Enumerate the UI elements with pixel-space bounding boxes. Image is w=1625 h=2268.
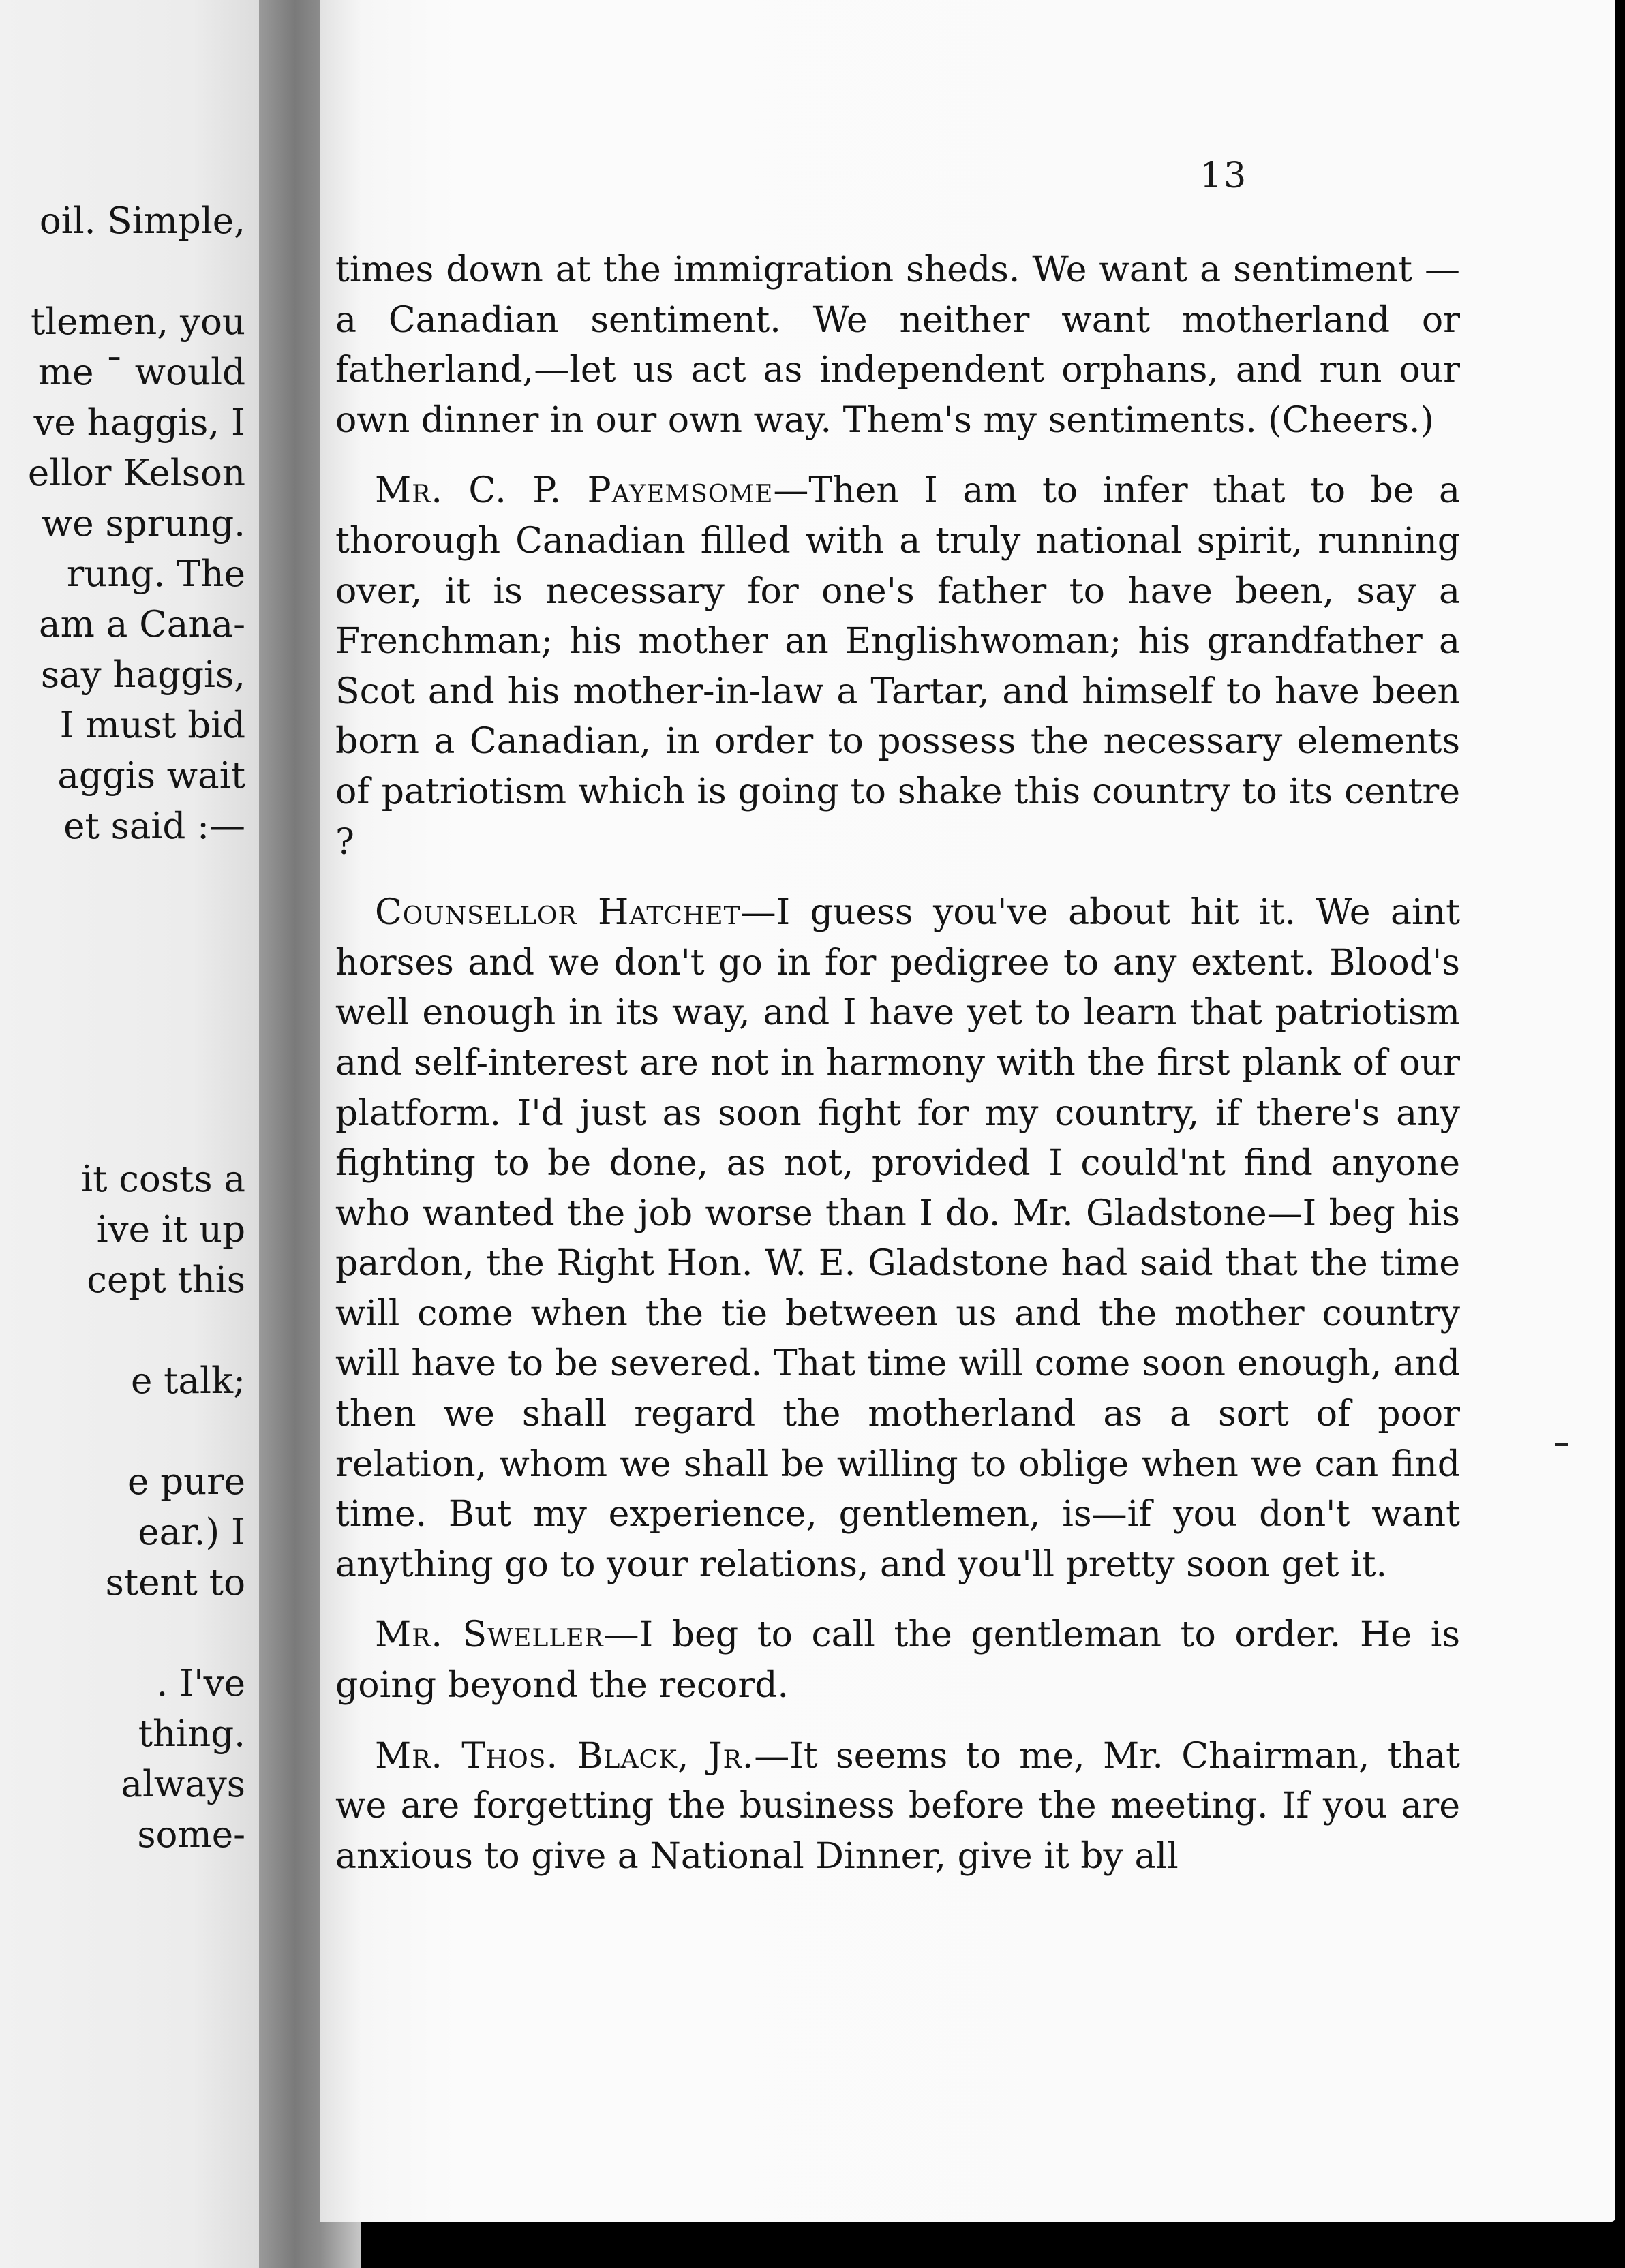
paragraph-text: —It seems to me, Mr. Chairman, that we are forgetting the business before the meeting. If you are anxious to give a National Dinner, give it by all [335, 1735, 1460, 1877]
paragraph-text: times down at the immigration sheds. We want a sentiment —a Canadian sentiment. We neither want motherland or fatherland,—let us act as independent orphans, and run our own dinner in our own way. Them's my sentiments. (Cheers.) [335, 249, 1460, 441]
paragraph [335, 1610, 1460, 1711]
left-page-line: rung. The [66, 553, 245, 595]
paragraph [335, 245, 1460, 446]
paragraph [335, 888, 1460, 1590]
paragraph-text: —I beg to call the gentleman to order. He is going beyond the record. [335, 1614, 1461, 1706]
paragraph [335, 466, 1460, 868]
speaker-name: Mr. Thos. Black, Jr. [375, 1735, 755, 1777]
left-page-line: et said :— [63, 806, 245, 847]
left-page-line: me ¯ would [37, 352, 245, 393]
left-page-line: I must bid [59, 705, 245, 746]
left-page-line: ear.) I [138, 1512, 245, 1553]
paragraph [335, 1732, 1460, 1882]
left-page-line: some- [137, 1814, 245, 1856]
speaker-name: Mr. C. P. Payemsome [375, 470, 774, 512]
page-body-text [335, 245, 1460, 1882]
left-page-line: e talk; [130, 1360, 245, 1402]
left-page-line: oil. Simple, [39, 200, 245, 242]
left-page-line: ive it up [96, 1209, 245, 1251]
left-page-line: tlemen, you [30, 301, 245, 343]
left-page-line: ve haggis, I [33, 402, 245, 444]
scan-mark [1555, 1443, 1568, 1446]
left-page-line: stent to [105, 1562, 245, 1604]
left-page-line: say haggis, [40, 654, 245, 696]
left-page-line: cept this [87, 1259, 245, 1301]
left-page-line: it costs a [81, 1159, 245, 1200]
paragraph-text: —I guess you've about hit it. We aint horses and we don't go in for pedigree to any extent. Blood's well enough in its way, and I have yet to learn that patriotism and self-interest are not in harmony with the first plank of our platform. I'd just as soon fight for my country, if there's any fighting to be done, as not, provided I could'nt find anyone who wanted the job worse than I do. Mr. Gladstone—I beg his pardon, the Right Hon. W. E. Gladstone had said that the time will come when the tie between us and the mother country will have to be severed. That time will come soon enough, and then we shall regard the motherland as a sort of poor relation, whom we shall be willing to oblige when we can find time. But my experience, gentlemen, is—if you don't want anything go to your relations, and you'll pretty soon get it. [335, 892, 1461, 1585]
paragraph-text: —Then I am to infer that to be a thorough Canadian filled with a truly national spirit, running over, it is necessary for one's father to have been, say a Frenchman; his mother an Englishwoman; his grandfather a Scot and his mother-in-law a Tartar, and himself to have been born a Canadian, in order to possess the necessary elements of patriotism which is going to shake this country to its centre ? [335, 470, 1460, 863]
left-page-line: thing. [138, 1713, 245, 1755]
left-page-line: always [121, 1764, 245, 1805]
left-page-line: aggis wait [57, 755, 245, 797]
left-page-line: . I've [156, 1663, 245, 1704]
page-number: 13 [1200, 155, 1248, 196]
speaker-name: Mr. Sweller [375, 1614, 604, 1656]
left-page-line: am a Cana- [39, 604, 245, 645]
speaker-name: Counsellor Hatchet [375, 892, 741, 934]
left-page-line: ellor Kelson [27, 453, 245, 494]
left-page-line: we sprung. [41, 503, 245, 545]
left-page-line: e pure [127, 1461, 245, 1503]
